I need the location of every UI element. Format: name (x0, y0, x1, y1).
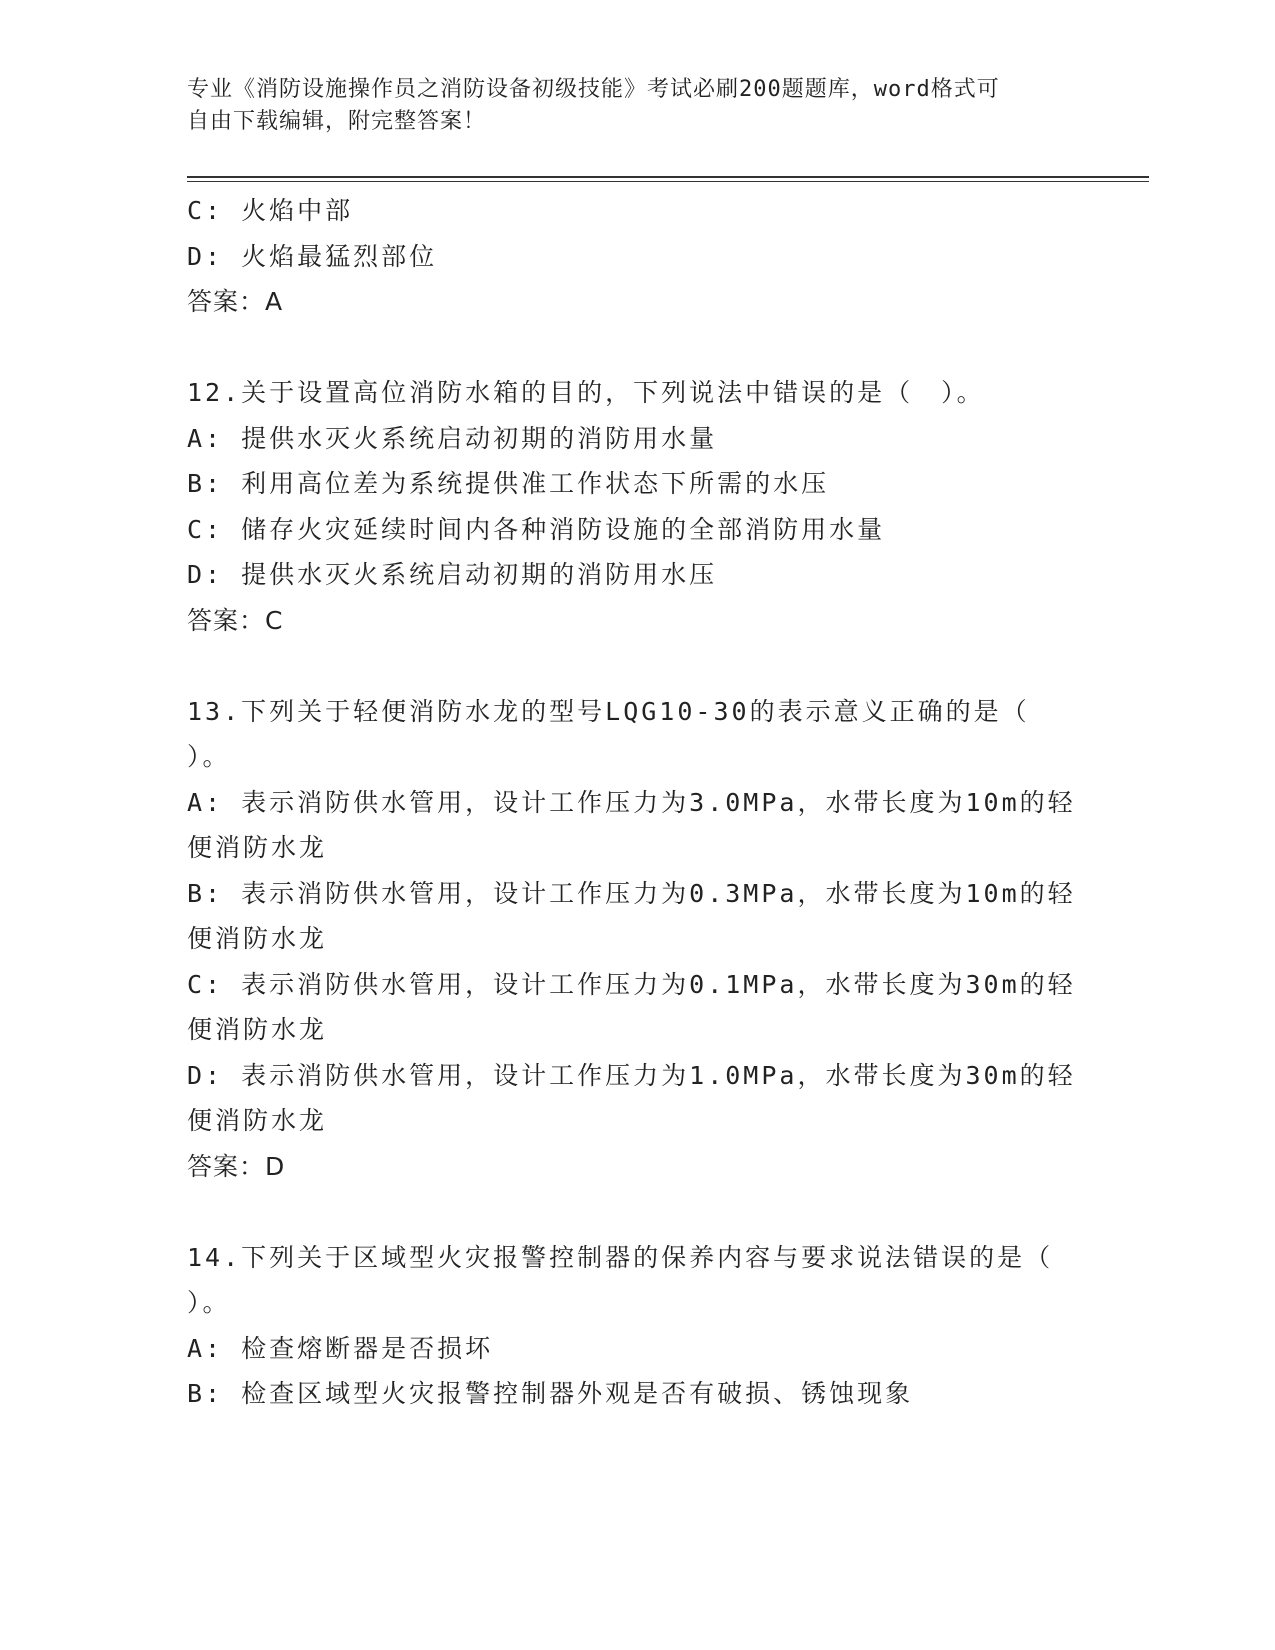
option-text: B: 检查区域型火灾报警控制器外观是否有破损、锈蚀现象 (187, 1379, 914, 1408)
option-text: D: 表示消防供水管用，设计工作压力为1.0MPa，水带长度为30m的轻 (187, 1060, 1076, 1090)
document-header (187, 74, 1087, 138)
option-text: C: 表示消防供水管用，设计工作压力为0.1MPa，水带长度为30m的轻 (187, 969, 1076, 999)
option-text: D: 火焰最猛烈部位 (187, 241, 438, 271)
question-text: 13.下列关于轻便消防水龙的型号LQG10-30的表示意义正确的是（ (187, 696, 1030, 726)
option-text: 便消防水龙 (187, 1106, 328, 1135)
option-text: D: 提供水灭火系统启动初期的消防用水压 (187, 560, 718, 589)
answer-line: 答案：A (187, 287, 284, 316)
question-text: ）。 (187, 742, 231, 771)
header-title-line-2: 自由下载编辑，附完整答案！ (187, 109, 487, 134)
option-text: C: 储存火灾延续时间内各种消防设施的全部消防用水量 (187, 514, 886, 544)
blank-line (187, 1189, 1087, 1235)
question-text: 12.关于设置高位消防水箱的目的，下列说法中错误的是（ ）。 (187, 378, 985, 407)
option-text: 便消防水龙 (187, 1015, 328, 1044)
blank-line (187, 325, 1087, 371)
option-text: C: 火焰中部 (187, 196, 354, 225)
header-title-line-1: 专业《消防设施操作员之消防设备初级技能》考试必刷200题题库，word格式可 (187, 77, 1000, 102)
question-text: ）。 (187, 1288, 231, 1317)
question-text: 14.下列关于区域型火灾报警控制器的保养内容与要求说法错误的是（ (187, 1242, 1054, 1272)
option-text: A: 检查熔断器是否损坏 (187, 1333, 494, 1363)
answer-line: 答案：C (187, 605, 284, 635)
header-rule-thin (187, 181, 1149, 182)
option-text: 便消防水龙 (187, 833, 328, 862)
question-list (187, 188, 1087, 1417)
option-text: 便消防水龙 (187, 924, 328, 953)
option-text: A: 表示消防供水管用，设计工作压力为3.0MPa，水带长度为10m的轻 (187, 787, 1076, 817)
option-text: B: 表示消防供水管用，设计工作压力为0.3MPa，水带长度为10m的轻 (187, 878, 1076, 908)
option-text: B: 利用高位差为系统提供准工作状态下所需的水压 (187, 469, 830, 498)
option-text: A: 提供水灭火系统启动初期的消防用水量 (187, 423, 718, 453)
header-rule-thick (187, 176, 1149, 178)
answer-line: 答案：D (187, 1151, 286, 1181)
blank-line (187, 643, 1087, 689)
